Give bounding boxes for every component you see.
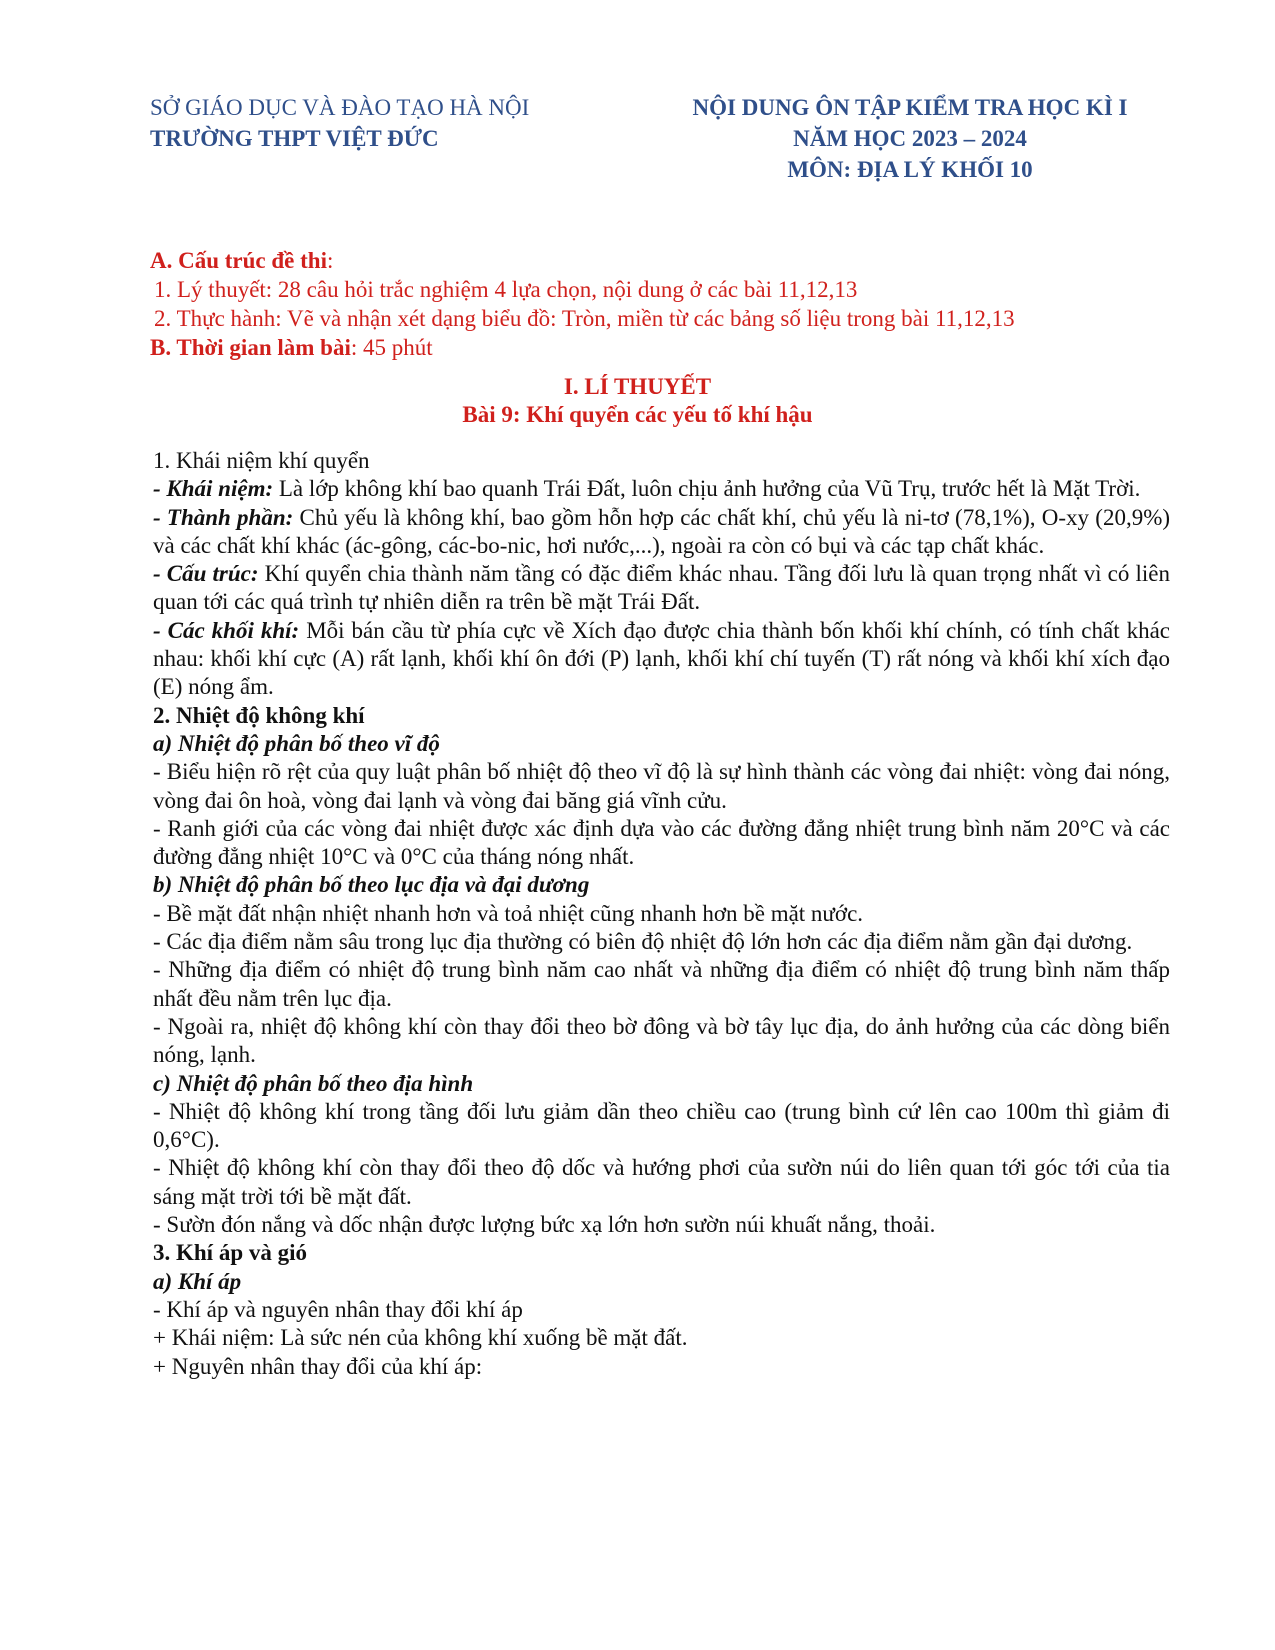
lesson-content [153,447,1170,1381]
header-right [640,92,1180,185]
school-year: NĂM HỌC 2023 – 2024 [793,126,1027,151]
department-name: SỞ GIÁO DỤC VÀ ĐÀO TẠO HÀ NỘI [150,95,530,120]
lesson-title: Bài 9: Khí quyển các yếu tố khí hậu [462,402,813,427]
heading-pressure-wind: 3. Khí áp và gió [153,1240,308,1266]
school-name: TRƯỜNG THPT VIỆT ĐỨC [150,126,439,151]
subheading-terrain: c) Nhiệt độ phân bố theo địa hình [153,1070,474,1096]
paragraph-temp-belts: - Biểu hiện rõ rệt của quy luật phân bố nhiệt độ theo vĩ độ là sự hình thành các vòng đai nhiệt: vòng đai nóng, vòng đai ôn hoà, vòng đai lạnh và vòng đai băng giá vĩnh cửu. [153,759,1170,813]
paragraph-concept: - Khái niệm: Là lớp không khí bao quanh Trái Đất, luôn chịu ảnh hưởng của Vũ Trụ, trước hết là Mặt Trời. [153,476,1141,502]
section-title: I. LÍ THUYẾT [563,374,712,399]
structure-item-theory: 1. Lý thuyết: 28 câu hỏi trắc nghiệm 4 lựa chọn, nội dung ở các bài 11,12,13 [154,277,858,302]
paragraph-sunny-slope: - Sườn đón nắng và dốc nhận được lượng bức xạ lớn hơn sườn núi khuất nắng, thoải. [153,1212,936,1238]
structure-item-practice: 2. Thực hành: Vẽ và nhận xét dạng biểu đồ: Tròn, miền từ các bảng số liệu trong bài 11,12,13 [154,306,1015,331]
paragraph-air-masses: - Các khối khí: Mỗi bán cầu từ phía cực về Xích đạo được chia thành bốn khối khí chính, có tính chất khác nhau: khối khí cực (A) rất lạnh, khối khí ôn đới (P) lạnh, khối khí chí tuyến (T) rất nóng và khối khí xích đạo (E) nóng ẩm. [153,617,1170,700]
section-a-heading: A. Cấu trúc đề thi: [150,248,334,273]
header-left [150,92,529,154]
exam-structure [150,246,1170,362]
heading-atmosphere-concept: 1. Khái niệm khí quyển [153,448,370,473]
paragraph-slope: - Nhiệt độ không khí còn thay đổi theo độ dốc và hướng phơi của sườn núi do liên quan tới góc tới của tia sáng mặt trời tới bề mặt đất. [153,1155,1170,1209]
paragraph-pressure-concept: + Khái niệm: Là sức nén của không khí xuống bề mặt đất. [153,1325,688,1351]
paragraph-altitude: - Nhiệt độ không khí trong tầng đối lưu giảm dần theo chiều cao (trung bình cứ lên cao 100m thì giảm đi 0,6°C). [153,1098,1170,1153]
heading-air-temperature: 2. Nhiệt độ không khí [153,702,365,728]
paragraph-pressure-reasons: + Nguyên nhân thay đổi của khí áp: [153,1353,483,1379]
subject: MÔN: ĐỊA LÝ KHỐI 10 [787,157,1033,182]
document-title: NỘI DUNG ÔN TẬP KIỂM TRA HỌC KÌ I [692,95,1128,120]
subheading-pressure: a) Khí áp [153,1268,242,1294]
subheading-land-ocean: b) Nhiệt độ phân bố theo lục địa và đại dương [153,872,590,898]
paragraph-extreme-temps: - Những địa điểm có nhiệt độ trung bình năm cao nhất và những địa điểm có nhiệt độ trung bình năm thấp nhất đều nằm trên lục địa. [153,957,1170,1011]
paragraph-belt-boundaries: - Ranh giới của các vòng đai nhiệt được xác định dựa vào các đường đẳng nhiệt trung bình năm 20°C và các đường đẳng nhiệt 10°C và 0°C của tháng nóng nhất. [153,815,1170,870]
paragraph-ocean-currents: - Ngoài ra, nhiệt độ không khí còn thay đổi theo bờ đông và bờ tây lục địa, do ảnh hưởng của các dòng biển nóng, lạnh. [153,1013,1170,1068]
paragraph-composition: - Thành phần: Chủ yếu là không khí, bao gồm hỗn hợp các chất khí, chủ yếu là ni-tơ (78,1%), O-xy (20,9%) và các chất khí khác (ác-gông, các-bo-nic, hơi nước,...), ngoài ra còn có bụi và các tạp chất khác. [153,504,1171,558]
paragraph-pressure-causes: - Khí áp và nguyên nhân thay đổi khí áp [153,1296,523,1322]
paragraph-inland-amplitude: - Các địa điểm nằm sâu trong lục địa thường có biên độ nhiệt độ lớn hơn các địa điểm nằm gần đại dương. [153,929,1133,955]
paragraph-structure: - Cấu trúc: Khí quyển chia thành năm tầng có đặc điểm khác nhau. Tầng đối lưu là quan trọng nhất vì có liên quan tới các quá trình tự nhiên diễn ra trên bề mặt Trái Đất. [153,561,1171,615]
section-b-heading: B. Thời gian làm bài: 45 phút [150,335,433,360]
paragraph-land-heat: - Bề mặt đất nhận nhiệt nhanh hơn và toả nhiệt cũng nhanh hơn bề mặt nước. [153,900,864,926]
subheading-latitude: a) Nhiệt độ phân bố theo vĩ độ [153,730,440,756]
